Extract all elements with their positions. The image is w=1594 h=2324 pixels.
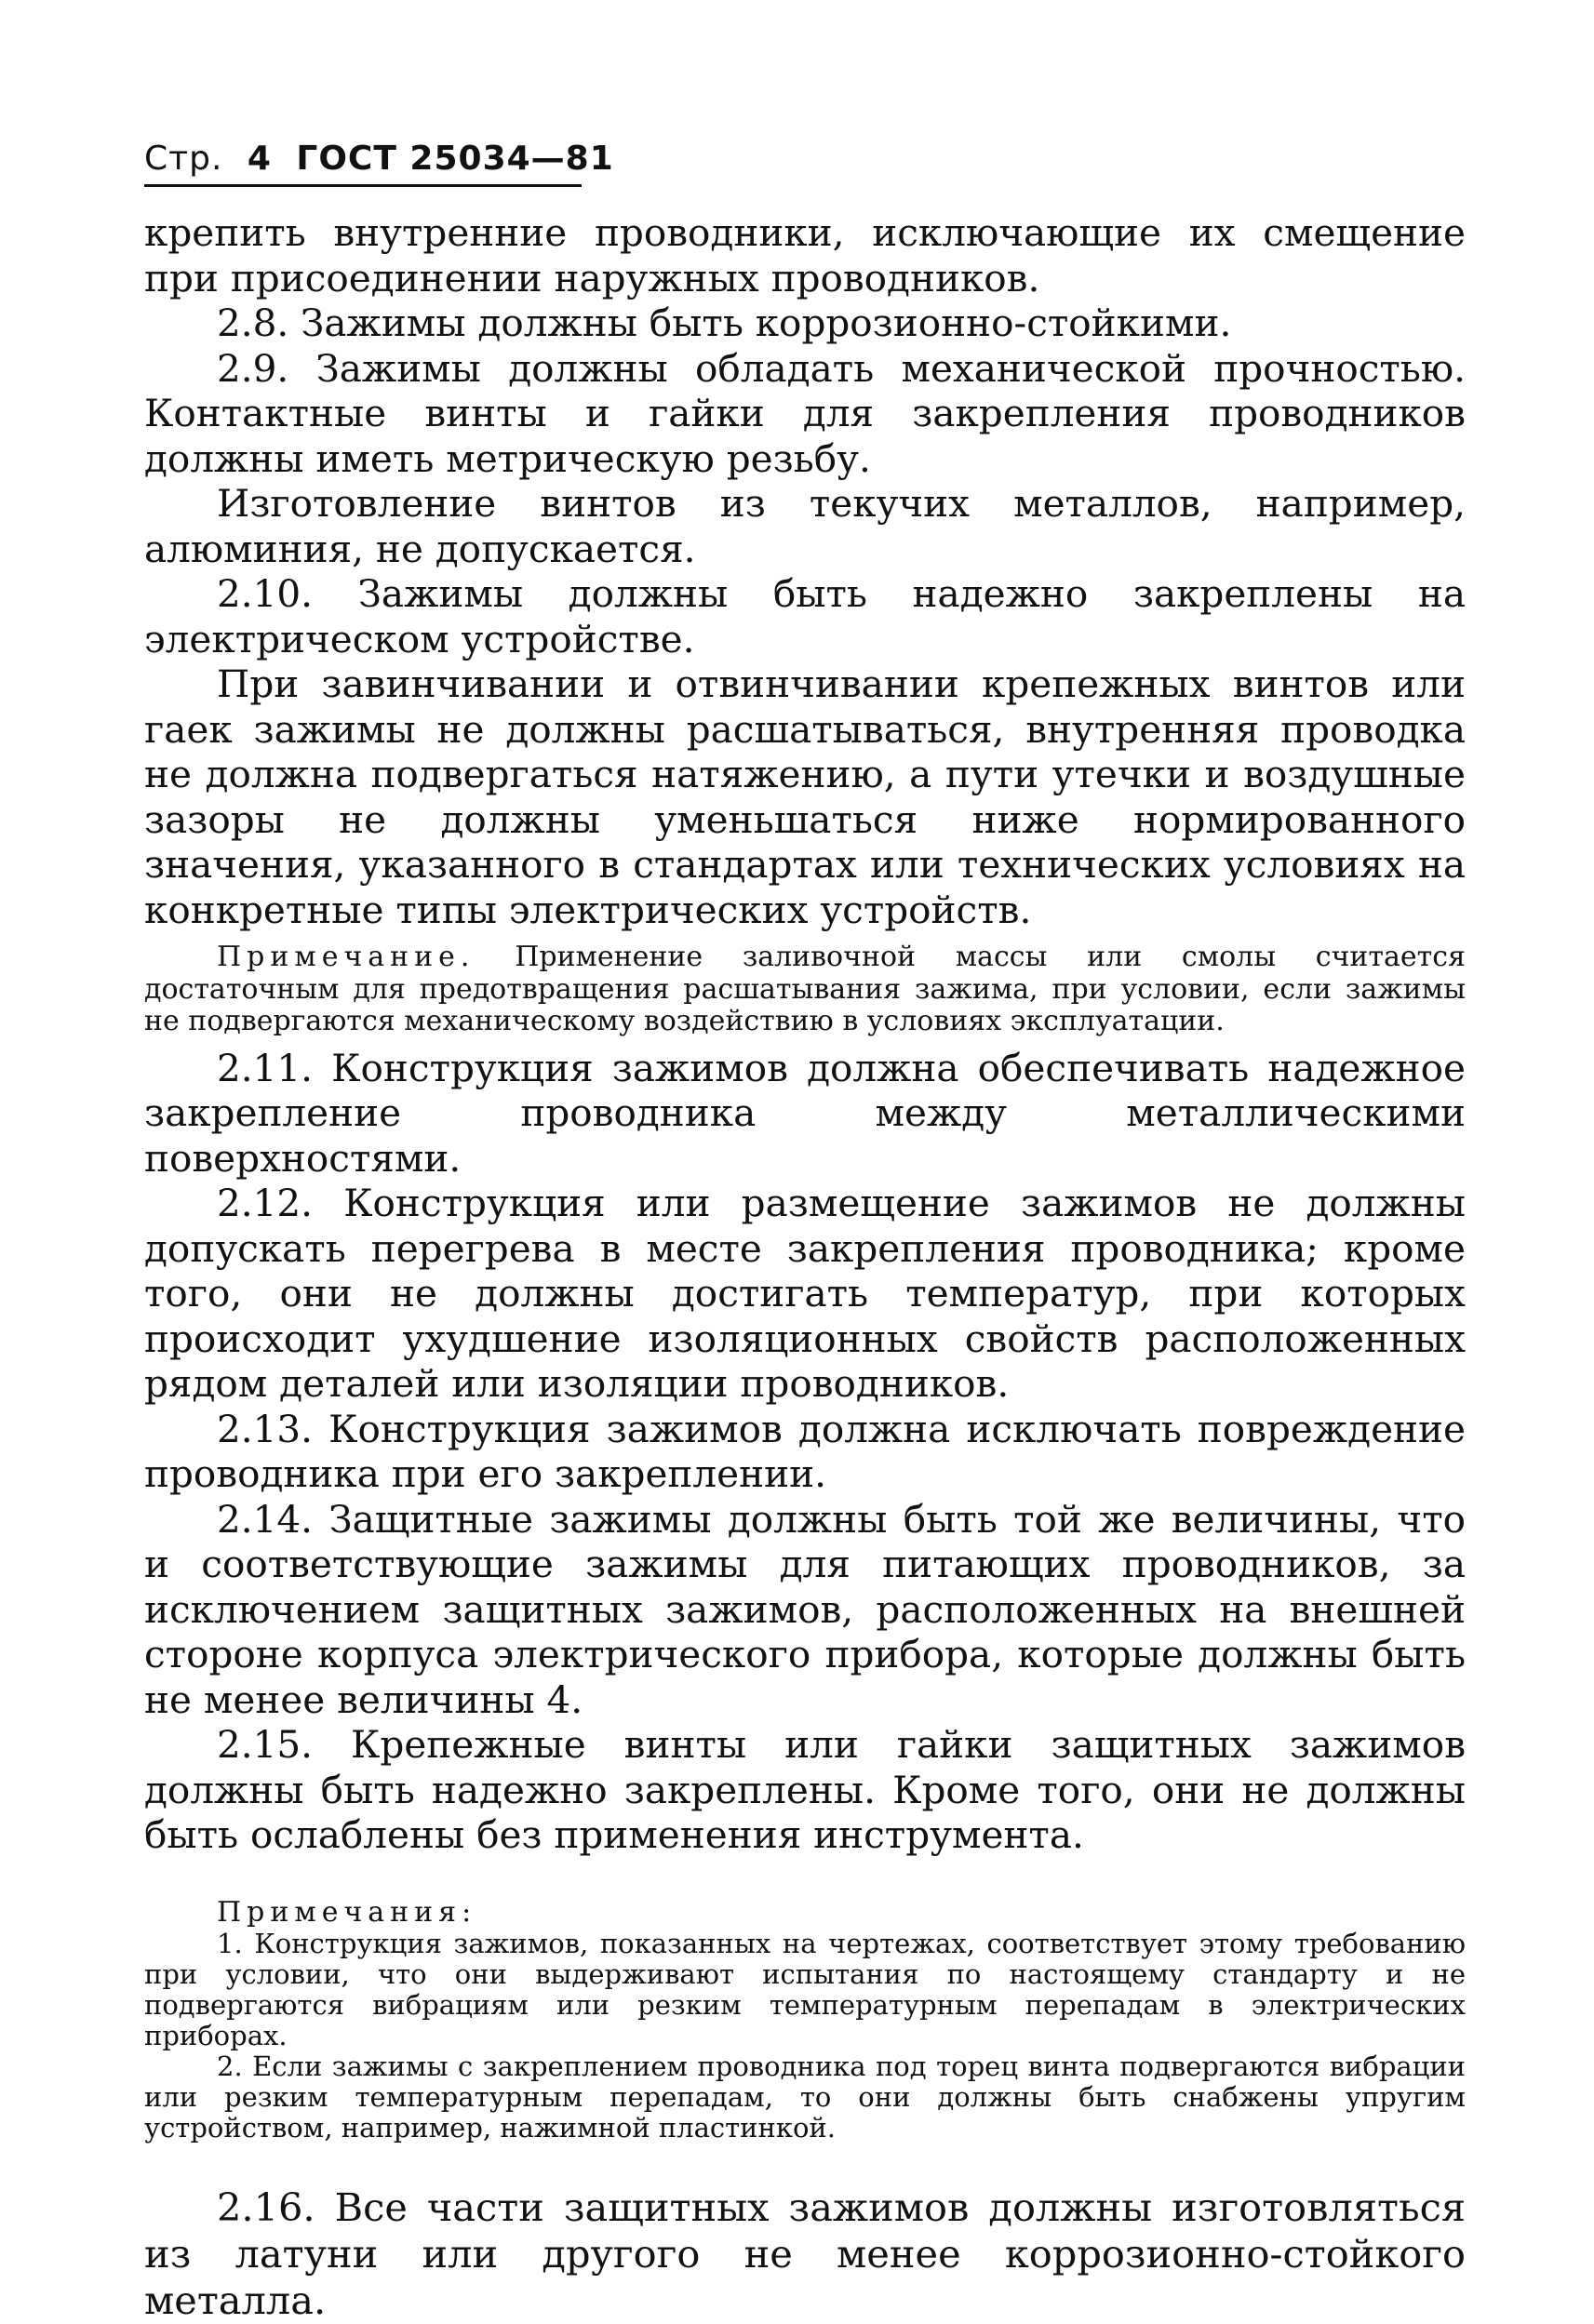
clause-2-9: 2.9. Зажимы должны обладать механической прочностью. Контактные винты и гайки для закрепления проводников должны иметь метрическую резьбу.	[144, 345, 1466, 481]
clause-2-10: 2.10. Зажимы должны быть надежно закреплены на электрическом устройстве.	[144, 571, 1466, 661]
page-label: Стр.	[144, 140, 223, 178]
standard-number: ГОСТ 25034—81	[296, 140, 614, 178]
clause-2-9-paragraph: Изготовление винтов из текучих металлов, например, алюминия, не допускается.	[144, 481, 1466, 571]
note-1-label: Примечание.	[217, 941, 476, 973]
header-rule	[144, 184, 582, 187]
page-number: 4	[247, 140, 272, 178]
clause-2-16: 2.16. Все части защитных зажимов должны изготовляться из латуни или другого не менее коррозионно-стойкого металла.	[144, 2184, 1466, 2323]
note-1	[144, 942, 1466, 1038]
clause-2-11: 2.11. Конструкция зажимов должна обеспечивать надежное закрепление проводника между металлическими поверхностями.	[144, 1045, 1466, 1181]
note-2-item-1: 1. Конструкция зажимов, показанных на чертежах, соответствует этому требованию при условии, что они выдерживают испытания по настоящему стандарту и не подвергаются вибрациям или резким температурным перепадам в электрических приборах.	[144, 1927, 1466, 2051]
clause-2-13: 2.13. Конструкция зажимов должна исключать повреждение проводника при его закреплении.	[144, 1406, 1466, 1496]
clause-2-14: 2.14. Защитные зажимы должны быть той же величины, что и соответствующие зажимы для питающих проводников, за исключением защитных зажимов, расположенных на внешней стороне корпуса электрического прибора, которые должны быть не менее величины 4.	[144, 1496, 1466, 1722]
document-body	[144, 210, 1466, 2324]
clause-2-12: 2.12. Конструкция или размещение зажимов не должны допускать перегрева в месте закрепления проводника; кроме того, они не должны достигать температур, при которых происходит ухудшение изоляционных свойств расположенных рядом деталей или изоляции проводников.	[144, 1181, 1466, 1406]
note-1-text: Применение заливочной массы или смолы считается достаточным для предотвращения расшатывания зажима, при условии, если зажимы не подвергаются механическому воздействию в условиях эксплуатации.	[144, 941, 1466, 1037]
notes-heading: Примечания:	[217, 1895, 477, 1929]
note-2-item-2: 2. Если зажимы с закреплением проводника под торец винта подвергаются вибрации или резким температурным перепадам, то они должны быть снабжены упругим устройством, например, нажимной пластинкой.	[144, 2050, 1466, 2144]
paragraph-continuation: крепить внутренние проводники, исключающие их смещение при присоединении наружных проводников.	[144, 210, 1466, 301]
clause-2-10-paragraph: При завинчивании и отвинчивании крепежных винтов или гаек зажимы не должны расшатываться, внутренняя проводка не должна подвергаться натяжению, а пути утечки и воздушные зазоры не должны уменьшаться ниже нормированного значения, указанного в стандартах или технических условиях на конкретные типы электрических устройств.	[144, 661, 1466, 932]
page-header	[144, 140, 614, 178]
clause-2-15: 2.15. Крепежные винты или гайки защитных зажимов должны быть надежно закреплены. Кроме того, они не должны быть ослаблены без применения инструмента.	[144, 1722, 1466, 1857]
clause-2-8: 2.8. Зажимы должны быть коррозионно-стойкими.	[217, 301, 1232, 345]
